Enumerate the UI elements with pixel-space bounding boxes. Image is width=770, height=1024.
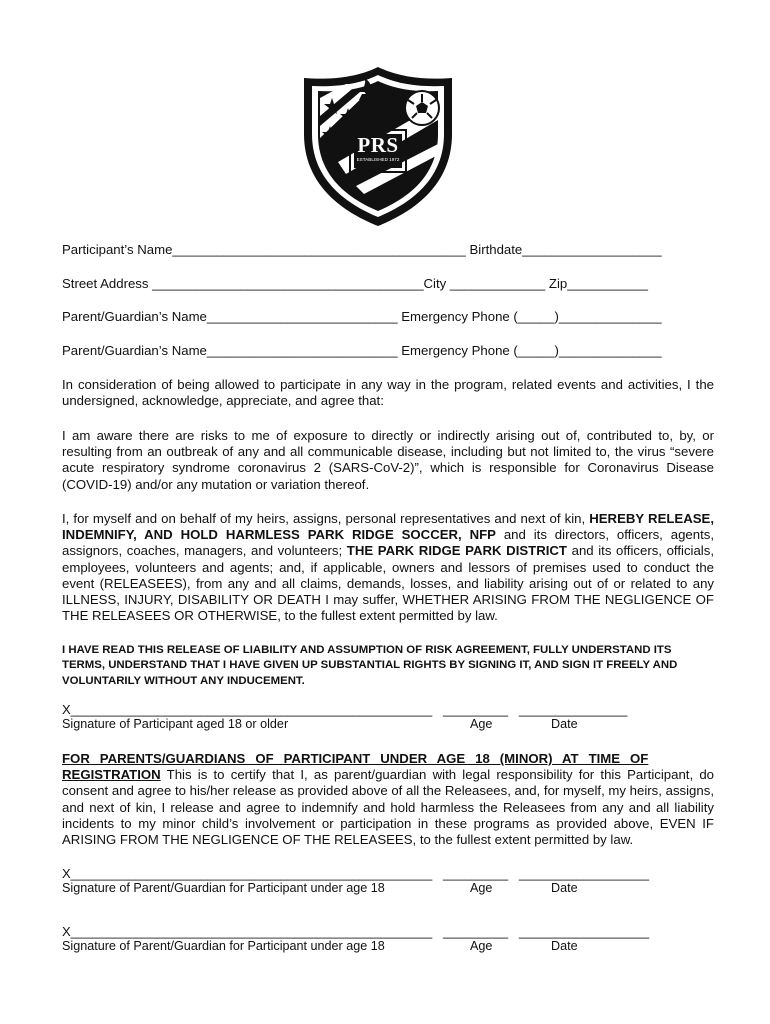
street-address-city-zip-field[interactable]: Street Address _____________________________________City _____________ Zip___________ — [62, 276, 648, 291]
guardian-2-date-label: Date — [551, 939, 578, 953]
minor-section-heading-line1: FOR PARENTS/GUARDIANS OF PARTICIPANT UNDER AGE 18 (MINOR) AT TIME OF — [62, 751, 649, 766]
logo-established-text: ESTABLISHED 1972 — [356, 157, 400, 162]
participant-name-birthdate-field[interactable]: Participant’s Name________________________________________ Birthdate___________________ — [62, 242, 662, 257]
release-paragraph — [62, 511, 714, 624]
intro-paragraph: In consideration of being allowed to participate in any way in the program, related events and activities, I the undersigned, acknowledge, appreciate, and agree that: — [62, 377, 714, 409]
adult-signature-line[interactable]: X__________________________________________________ _________ _______________ — [62, 702, 628, 717]
adult-age-label: Age — [470, 717, 493, 731]
release-bold-1: HEREBY RELEASE, INDEMNIFY, AND HOLD HARMLESS PARK RIDGE SOCCER, NFP — [62, 511, 714, 543]
release-text-3: and its officers, officials, employees, volunteers and agents; and, if applicable, owners and lessors of premises used to conduct the event (RELEASEES), from any and all claims, demands, losses, and liability arising out of or related to any ILLNESS, INJURY, DISABILITY OR DEATH I may suffer, WHETHER ARISING FROM THE NEGLIGENCE OF THE RELEASEES OR OTHERWISE, to the fullest extent permitted by law. — [62, 543, 714, 624]
guardian-1-signature-line[interactable]: X__________________________________________________ _________ __________________ — [62, 866, 650, 881]
adult-date-label: Date — [551, 717, 578, 731]
release-bold-2: THE PARK RIDGE PARK DISTRICT — [346, 543, 567, 559]
guardian-1-name-phone-field[interactable]: Parent/Guardian’s Name__________________________ Emergency Phone (_____)______________ — [62, 309, 662, 324]
guardian-1-signature-label: Signature of Parent/Guardian for Participant under age 18 — [62, 881, 385, 895]
adult-signature-label: Signature of Participant aged 18 or older — [62, 717, 289, 731]
covid-risk-paragraph: I am aware there are risks to me of exposure to directly or indirectly arising out of, contributed to, by, or resulting from an outbreak of any and all communicable disease, including but not limited to, the virus “severe acute respiratory syndrome coronavirus 2 (SARS-CoV-2)”, which is responsible for Coronavirus Disease (COVID-19) and/or any mutation or variation thereof. — [62, 428, 714, 492]
minor-section-paragraph — [62, 751, 714, 848]
minor-section-heading-line2: REGISTRATION — [62, 767, 161, 783]
acknowledgement-statement: I HAVE READ THIS RELEASE OF LIABILITY AND ASSUMPTION OF RISK AGREEMENT, FULLY UNDERSTAND ITS TERMS, UNDERSTAND THAT I HAVE GIVEN UP SUBSTANTIAL RIGHTS BY SIGNING IT, AND SIGN IT FREELY AND VOLUNTARILY WITHOUT ANY INDUCEMENT. — [62, 644, 678, 687]
logo-wordmark: PRS — [357, 133, 399, 157]
guardian-2-age-label: Age — [470, 939, 493, 953]
release-text-2: and its directors, officers, agents, assignors, coaches, managers, and volunteers; — [62, 527, 714, 559]
guardian-2-name-phone-field[interactable]: Parent/Guardian’s Name__________________________ Emergency Phone (_____)______________ — [62, 343, 662, 358]
guardian-2-signature-label: Signature of Parent/Guardian for Participant under age 18 — [62, 939, 385, 953]
guardian-2-signature-line[interactable]: X__________________________________________________ _________ __________________ — [62, 924, 650, 939]
release-text-1: I, for myself and on behalf of my heirs, assigns, personal representatives and next of kin, — [62, 511, 590, 526]
minor-section-text: This is to certify that I, as parent/guardian with legal responsibility for this Participant, do consent and agree to his/her release as provided above of all the Releasees, and, for myself, my heirs, assigns, and next of kin, I release and agree to indemnify and hold harmless the Releasees from any and all liability incidents to my minor child’s involvement or participation in these programs as provided above, EVEN IF ARISING FROM THE NEGLIGENCE OF THE RELEASEES, to the fullest extent permitted by law. — [62, 767, 714, 848]
guardian-1-date-label: Date — [551, 881, 578, 895]
guardian-1-age-label: Age — [470, 881, 493, 895]
